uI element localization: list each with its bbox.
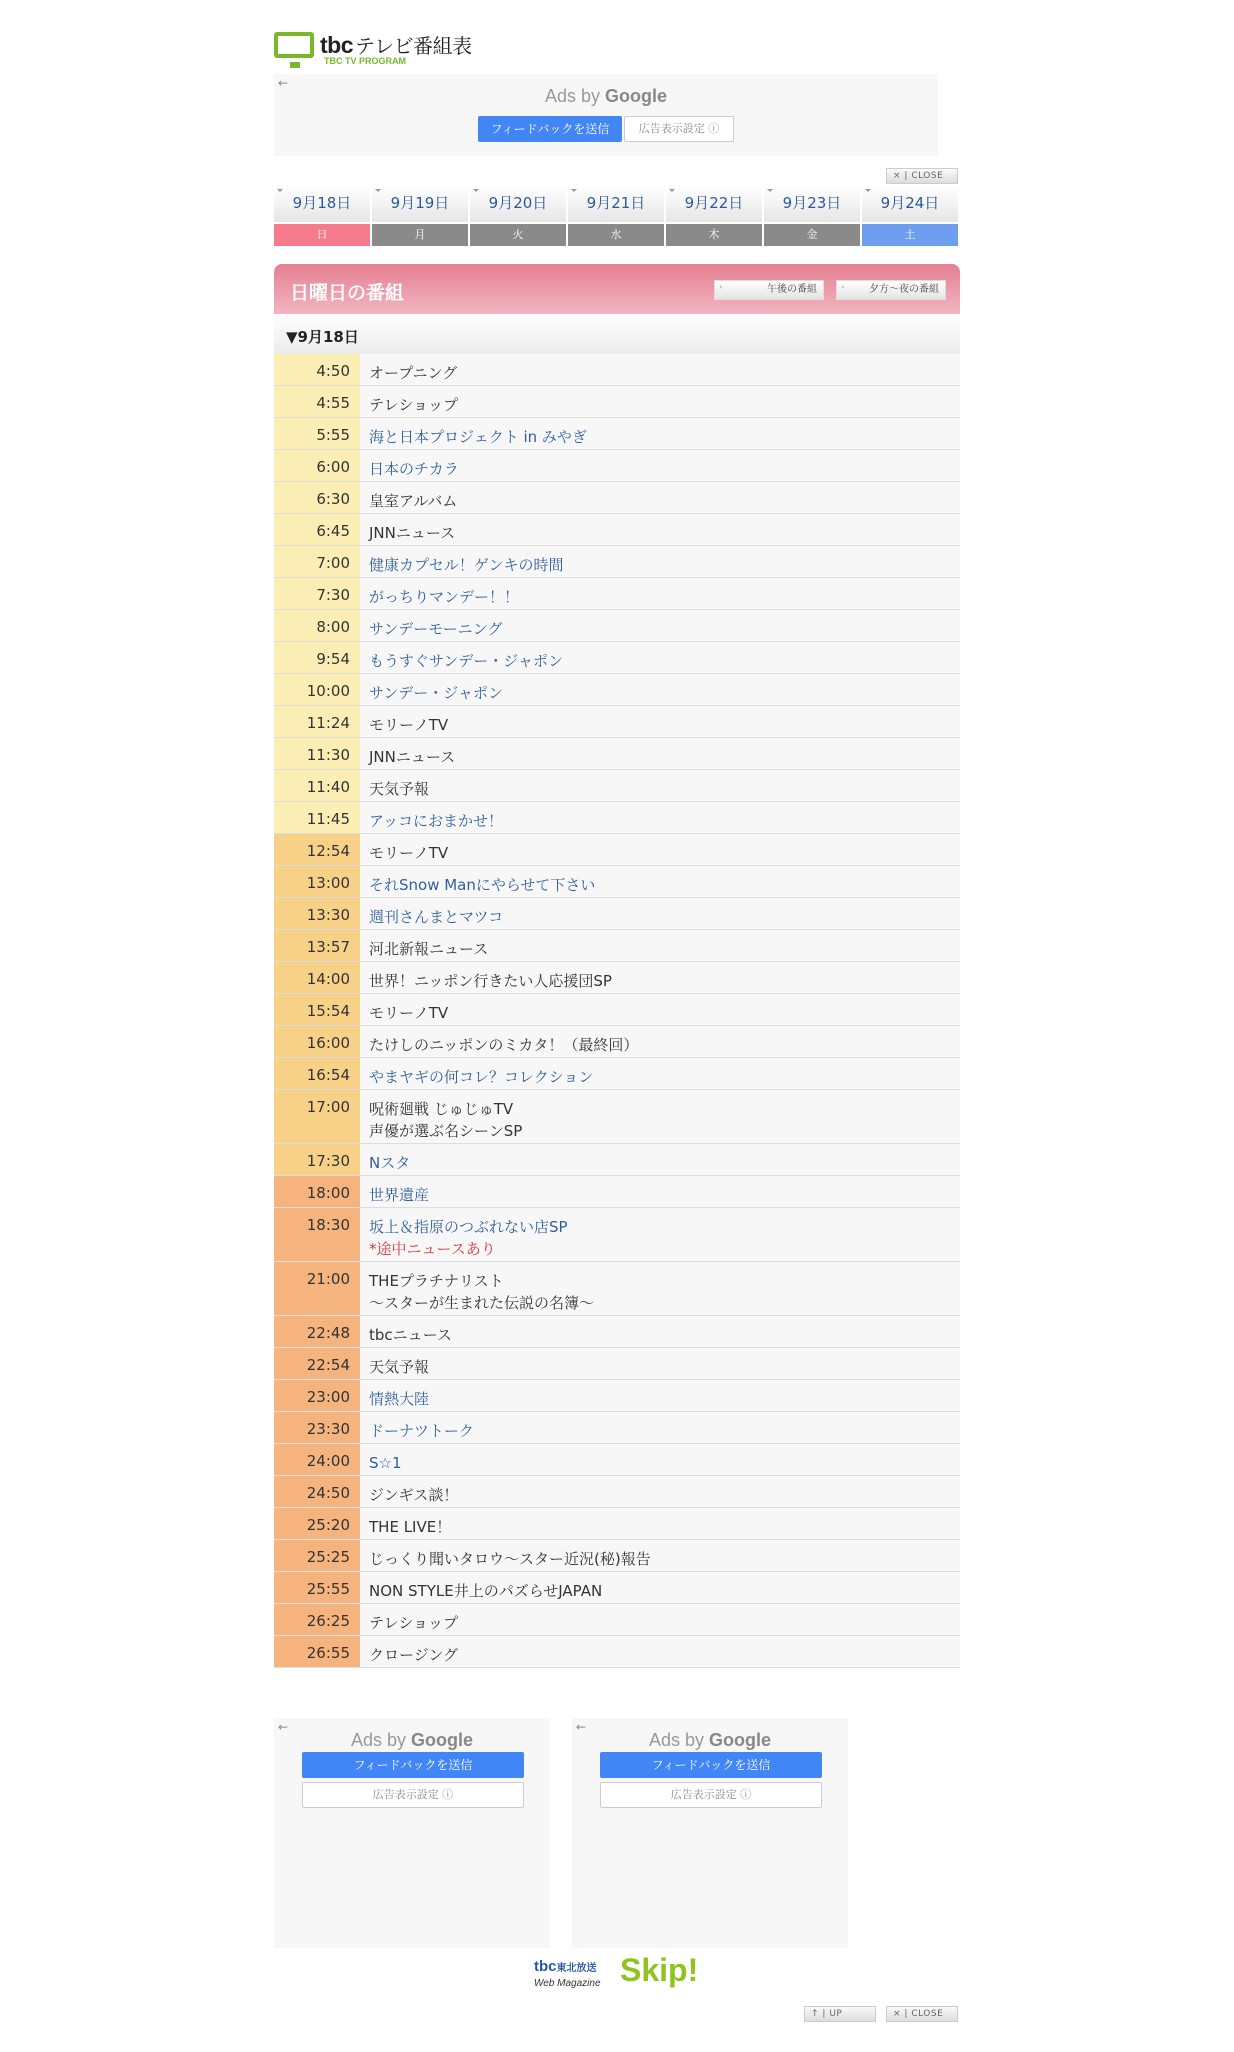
date-tab-date[interactable]: 9月20日 xyxy=(470,186,567,222)
program-row xyxy=(274,1090,960,1144)
program-cell[interactable] xyxy=(360,1412,960,1443)
ad-settings-button[interactable]: 広告表示設定 ⓘ xyxy=(624,116,734,142)
program-title: ジンギス談！ xyxy=(369,1486,459,1504)
program-title[interactable]: S☆1 xyxy=(369,1454,402,1472)
program-time: 26:25 xyxy=(274,1604,360,1635)
program-row xyxy=(274,1540,960,1572)
skip-word: Skip! xyxy=(620,1952,699,1988)
program-row xyxy=(274,642,960,674)
afternoon-button[interactable]: 午後の番組 xyxy=(714,280,824,300)
program-title[interactable]: アッコにおまかせ！ xyxy=(369,812,503,830)
program-row xyxy=(274,418,960,450)
program-time: 9:54 xyxy=(274,642,360,673)
program-cell xyxy=(360,1604,960,1635)
skip-logo[interactable] xyxy=(534,1952,704,1996)
skip-webmag-text: Web Magazine xyxy=(534,1978,601,1989)
date-tab-date[interactable]: 9月24日 xyxy=(862,186,959,222)
ad-feedback-button[interactable]: フィードバックを送信 xyxy=(302,1752,524,1778)
program-time: 11:30 xyxy=(274,738,360,769)
program-cell[interactable] xyxy=(360,578,960,609)
program-time: 18:00 xyxy=(274,1176,360,1207)
program-title: モリーノTV xyxy=(369,844,449,862)
program-row xyxy=(274,866,960,898)
program-time: 25:25 xyxy=(274,1540,360,1571)
date-tab[interactable] xyxy=(372,186,470,246)
program-row xyxy=(274,610,960,642)
program-time: 24:50 xyxy=(274,1476,360,1507)
up-arrow-icon: ↑ xyxy=(811,2009,820,2019)
program-time: 17:30 xyxy=(274,1144,360,1175)
program-cell[interactable] xyxy=(360,1144,960,1175)
ads-by-google: Ads by Google xyxy=(350,1730,474,1750)
ad-feedback-button[interactable]: フィードバックを送信 xyxy=(600,1752,822,1778)
program-title[interactable]: 週刊さんまとマツコ xyxy=(369,908,504,926)
program-cell xyxy=(360,514,960,545)
program-time: 25:20 xyxy=(274,1508,360,1539)
program-time: 16:54 xyxy=(274,1058,360,1089)
ads-by-google: Ads by Google xyxy=(648,1730,772,1750)
program-title[interactable]: がっちりマンデー！！ xyxy=(369,588,520,606)
program-subtitle: ～スターが生まれた伝説の名簿～ xyxy=(369,1294,595,1312)
program-cell[interactable] xyxy=(360,1058,960,1089)
program-title: 世界！ニッポン行きたい人応援団SP xyxy=(369,972,612,990)
program-row xyxy=(274,1412,960,1444)
program-row xyxy=(274,738,960,770)
program-time: 13:57 xyxy=(274,930,360,961)
program-time: 4:55 xyxy=(274,386,360,417)
program-cell[interactable] xyxy=(360,546,960,577)
program-title: THEプラチナリスト xyxy=(369,1272,504,1290)
program-cell[interactable] xyxy=(360,1380,960,1411)
program-title: たけしのニッポンのミカタ！（最終回） xyxy=(369,1036,639,1054)
program-row xyxy=(274,706,960,738)
program-time: 11:24 xyxy=(274,706,360,737)
program-row xyxy=(274,674,960,706)
program-cell xyxy=(360,834,960,865)
program-time: 8:00 xyxy=(274,610,360,641)
ad-banner-bottom-right xyxy=(572,1718,848,1948)
program-title: 天気予報 xyxy=(369,1358,430,1376)
program-title[interactable]: ドーナツトーク xyxy=(369,1422,474,1440)
program-cell xyxy=(360,1636,960,1667)
program-time: 16:00 xyxy=(274,1026,360,1057)
program-title: クロージング xyxy=(369,1646,459,1664)
program-time: 15:54 xyxy=(274,994,360,1025)
program-cell[interactable] xyxy=(360,802,960,833)
date-tab-date[interactable]: 9月19日 xyxy=(372,186,469,222)
program-cell xyxy=(360,930,960,961)
program-row xyxy=(274,898,960,930)
program-time: 11:40 xyxy=(274,770,360,801)
program-time: 18:30 xyxy=(274,1208,360,1261)
date-tab[interactable] xyxy=(274,186,372,246)
program-cell xyxy=(360,1026,960,1057)
program-time: 4:50 xyxy=(274,354,360,385)
program-cell xyxy=(360,1348,960,1379)
program-row xyxy=(274,514,960,546)
date-tab-date[interactable]: 9月22日 xyxy=(666,186,763,222)
program-time: 5:55 xyxy=(274,418,360,449)
program-row xyxy=(274,546,960,578)
program-title: tbcニュース xyxy=(369,1326,452,1344)
program-row xyxy=(274,1208,960,1262)
program-title: テレショップ xyxy=(369,1614,459,1632)
program-cell xyxy=(360,706,960,737)
program-cell xyxy=(360,1508,960,1539)
date-tab-weekday[interactable]: 木 xyxy=(666,224,764,246)
program-time: 21:00 xyxy=(274,1262,360,1315)
program-row xyxy=(274,1636,960,1668)
program-title: 呪術廻戦 じゅじゅTV xyxy=(369,1100,514,1118)
program-row xyxy=(274,802,960,834)
program-row xyxy=(274,1604,960,1636)
date-tab[interactable] xyxy=(862,186,960,246)
program-title[interactable]: もうすぐサンデー・ジャポン xyxy=(369,652,563,670)
program-time: 23:00 xyxy=(274,1380,360,1411)
program-row xyxy=(274,578,960,610)
program-cell xyxy=(360,770,960,801)
date-tab-weekday[interactable]: 月 xyxy=(372,224,470,246)
close-ad-button[interactable]: × | CLOSE xyxy=(886,168,958,184)
date-tab-weekday[interactable]: 金 xyxy=(764,224,862,246)
program-time: 7:00 xyxy=(274,546,360,577)
date-tab-weekday[interactable]: 火 xyxy=(470,224,568,246)
program-time: 6:30 xyxy=(274,482,360,513)
ads-by-google: Ads by Google xyxy=(544,86,668,106)
back-arrow-icon[interactable]: ← xyxy=(278,76,289,90)
program-title[interactable]: やまヤギの何コレ？コレクション xyxy=(369,1068,594,1086)
program-time: 26:55 xyxy=(274,1636,360,1667)
program-row xyxy=(274,1026,960,1058)
program-time: 13:30 xyxy=(274,898,360,929)
program-row xyxy=(274,354,960,386)
program-time: 11:45 xyxy=(274,802,360,833)
logo-text: tbc テレビ番組表 xyxy=(320,32,472,58)
program-cell xyxy=(360,994,960,1025)
program-cell[interactable] xyxy=(360,642,960,673)
ad-banner-bottom-left xyxy=(274,1718,550,1948)
program-title[interactable]: 世界遺産 xyxy=(369,1186,430,1204)
close-button[interactable]: × | CLOSE xyxy=(886,2006,958,2022)
day-label: ▼9月18日 xyxy=(286,328,359,346)
program-title[interactable]: 健康カプセル！ゲンキの時間 xyxy=(369,556,564,574)
close-icon: × xyxy=(893,171,902,181)
date-tab-weekday[interactable]: 日 xyxy=(274,224,372,246)
day-heading xyxy=(274,314,960,354)
date-tab-date[interactable]: 9月23日 xyxy=(764,186,861,222)
program-note: *途中ニュースあり xyxy=(369,1240,496,1258)
program-time: 7:30 xyxy=(274,578,360,609)
evening-button[interactable]: 夕方～夜の番組 xyxy=(836,280,946,300)
program-row xyxy=(274,930,960,962)
program-row xyxy=(274,1380,960,1412)
program-row xyxy=(274,1348,960,1380)
date-tab-date[interactable]: 9月21日 xyxy=(568,186,665,222)
date-tab[interactable] xyxy=(764,186,862,246)
program-title: じっくり聞いタロウ～スター近況(秘)報告 xyxy=(369,1550,651,1568)
program-row xyxy=(274,834,960,866)
program-time: 25:55 xyxy=(274,1572,360,1603)
program-title: モリーノTV xyxy=(369,716,449,734)
program-row xyxy=(274,1316,960,1348)
program-subtitle: 声優が選ぶ名シーンSP xyxy=(369,1122,523,1140)
program-cell xyxy=(360,1262,960,1315)
program-title: THE LIVE！ xyxy=(369,1518,452,1536)
program-cell xyxy=(360,1572,960,1603)
tv-icon xyxy=(274,32,314,58)
program-title[interactable]: サンデー・ジャポン xyxy=(369,684,503,702)
program-list xyxy=(274,354,960,1668)
date-tab[interactable] xyxy=(470,186,568,246)
program-row xyxy=(274,962,960,994)
program-time: 6:45 xyxy=(274,514,360,545)
program-title[interactable]: Nスタ xyxy=(369,1154,411,1172)
date-tab-weekday[interactable]: 土 xyxy=(862,224,960,246)
program-cell[interactable] xyxy=(360,418,960,449)
program-cell xyxy=(360,1540,960,1571)
program-time: 22:54 xyxy=(274,1348,360,1379)
program-cell xyxy=(360,354,960,385)
tbc-logo[interactable] xyxy=(274,30,494,70)
program-title: 河北新報ニュース xyxy=(369,940,489,958)
ad-feedback-button[interactable]: フィードバックを送信 xyxy=(478,116,622,142)
program-cell xyxy=(360,1476,960,1507)
up-button[interactable]: ↑ | UP xyxy=(804,2006,876,2022)
program-row xyxy=(274,1176,960,1208)
program-row xyxy=(274,1508,960,1540)
program-row xyxy=(274,1058,960,1090)
program-row xyxy=(274,1476,960,1508)
program-title[interactable]: サンデーモーニング xyxy=(369,620,503,638)
program-time: 13:00 xyxy=(274,866,360,897)
program-cell[interactable] xyxy=(360,898,960,929)
program-row xyxy=(274,770,960,802)
ad-settings-button[interactable]: 広告表示設定 ⓘ xyxy=(600,1782,822,1808)
close-icon: × xyxy=(893,2009,902,2019)
date-tab-weekday[interactable]: 水 xyxy=(568,224,666,246)
program-cell xyxy=(360,1090,960,1143)
program-title[interactable]: 日本のチカラ xyxy=(369,460,459,478)
program-row xyxy=(274,1444,960,1476)
program-row xyxy=(274,1262,960,1316)
program-time: 6:00 xyxy=(274,450,360,481)
program-row xyxy=(274,1144,960,1176)
program-row xyxy=(274,386,960,418)
skip-tbc-text: tbc東北放送 xyxy=(534,1958,597,1975)
program-cell[interactable] xyxy=(360,450,960,481)
program-title[interactable]: 坂上＆指原のつぶれない店SP xyxy=(369,1218,568,1236)
program-cell xyxy=(360,482,960,513)
schedule-title: 日曜日の番組 xyxy=(290,282,405,304)
program-cell xyxy=(360,738,960,769)
program-title: オープニング xyxy=(369,364,458,382)
program-cell xyxy=(360,386,960,417)
program-cell[interactable] xyxy=(360,674,960,705)
program-row xyxy=(274,482,960,514)
program-title: テレショップ xyxy=(369,396,459,414)
logo-subtitle: TBC TV PROGRAM xyxy=(324,56,406,66)
program-cell xyxy=(360,962,960,993)
program-time: 10:00 xyxy=(274,674,360,705)
program-title: 皇室アルバム xyxy=(369,492,458,510)
ad-settings-button[interactable]: 広告表示設定 ⓘ xyxy=(302,1782,524,1808)
program-title[interactable]: 海と日本プロジェクト in みやぎ xyxy=(369,428,587,446)
program-time: 12:54 xyxy=(274,834,360,865)
program-cell[interactable] xyxy=(360,1444,960,1475)
program-title: JNNニュース xyxy=(369,748,456,766)
program-row xyxy=(274,1572,960,1604)
program-cell[interactable] xyxy=(360,1176,960,1207)
program-time: 23:30 xyxy=(274,1412,360,1443)
program-row xyxy=(274,450,960,482)
program-cell[interactable] xyxy=(360,866,960,897)
schedule-header xyxy=(274,264,960,314)
date-tabs xyxy=(274,186,960,246)
program-time: 14:00 xyxy=(274,962,360,993)
program-title: JNNニュース xyxy=(369,524,456,542)
program-time: 24:00 xyxy=(274,1444,360,1475)
program-cell[interactable] xyxy=(360,610,960,641)
date-tab[interactable] xyxy=(666,186,764,246)
program-title[interactable]: それSnow Manにやらせて下さい xyxy=(369,876,596,894)
program-title: モリーノTV xyxy=(369,1004,449,1022)
program-time: 22:48 xyxy=(274,1316,360,1347)
program-title: NON STYLE井上のパズらせJAPAN xyxy=(369,1582,603,1600)
back-arrow-icon[interactable]: ← xyxy=(576,1720,587,1734)
program-cell xyxy=(360,1316,960,1347)
program-title[interactable]: 情熱大陸 xyxy=(369,1390,430,1408)
date-tab-date[interactable]: 9月18日 xyxy=(274,186,371,222)
program-row xyxy=(274,994,960,1026)
ad-banner-top xyxy=(274,74,938,156)
program-title: 天気予報 xyxy=(369,780,430,798)
program-time: 17:00 xyxy=(274,1090,360,1143)
program-cell[interactable] xyxy=(360,1208,960,1261)
date-tab[interactable] xyxy=(568,186,666,246)
back-arrow-icon[interactable]: ← xyxy=(278,1720,289,1734)
